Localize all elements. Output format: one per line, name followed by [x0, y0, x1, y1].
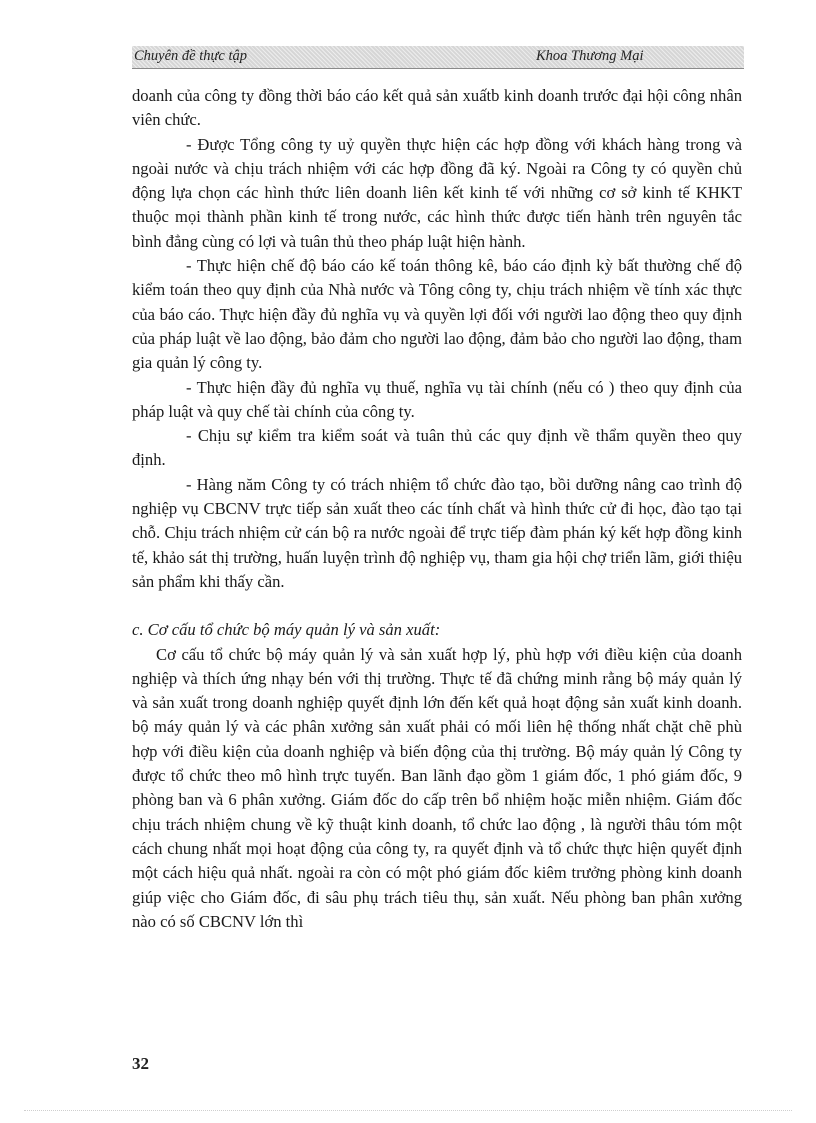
- paragraph-continuation: doanh của công ty đồng thời báo cáo kết quả sản xuấtb kinh doanh trước đại hội công nhân viên chức.: [132, 86, 742, 130]
- document-body: [132, 84, 742, 934]
- header-left-text: Chuyên đề thực tập: [134, 48, 248, 64]
- header-right-text: Khoa Thương Mại: [536, 48, 644, 64]
- paragraph-contracts: - Được Tổng công ty uỷ quyền thực hiện các hợp đồng với khách hàng trong và ngoài nước và chịu trách nhiệm với các hợp đồng đã ký. Ngoài ra Công ty có quyền chủ động lựa chọn các hình thức liên doanh liên kết kinh tế với những cơ sở kinh tế KHKT thuộc mọi thành phần kinh tế trong nước, các hình thức được tiến hành trên nguyên tắc bình đẳng cùng có lợi và tuân thủ theo pháp luật hiện hành.: [132, 134, 742, 251]
- page-header: [132, 46, 744, 69]
- paragraph-tax: - Thực hiện đầy đủ nghĩa vụ thuế, nghĩa vụ tài chính (nếu có ) theo quy định của pháp luật và quy chế tài chính của công ty.: [132, 377, 742, 421]
- paragraph-organization: Cơ cấu tổ chức bộ máy quản lý và sản xuất hợp lý, phù hợp với điều kiện của doanh nghiệp và thích ứng nhạy bén với thị trường. Thực tế đã chứng minh rằng bộ máy quản lý và sản xuất trong doanh nghiệp quyết định lớn đến kết quả hoạt động sản xuất kinh doanh. bộ máy quản lý và các phân xưởng sản xuất phải có mối liên hệ thống nhất chặt chẽ phù hợp với điều kiện của doanh nghiệp và biến động của thị trường. Bộ máy quản lý Công ty được tổ chức theo mô hình trực tuyến. Ban lãnh đạo gồm 1 giám đốc, 1 phó giám đốc, 9 phòng ban và 6 phân xưởng. Giám đốc do cấp trên bổ nhiệm hoặc miễn nhiệm. Giám đốc chịu trách nhiệm chung về kỹ thuật kinh doanh, tổ chức lao động , là người thâu tóm một cách chung nhất mọi hoạt động của công ty, ra quyết định và tổ chức thực hiện quyết định một cách hiệu quả nhất. ngoài ra còn có một phó giám đốc kiêm trưởng phòng kinh doanh giúp việc cho Giám đốc, đi sâu phụ trách tiêu thụ, sản xuất. Nếu phòng ban phân xưởng nào có số CBCNV lớn thì: [132, 644, 742, 931]
- page-number: 32: [132, 1054, 149, 1073]
- paragraph-inspection: - Chịu sự kiểm tra kiểm soát và tuân thủ các quy định về thẩm quyền theo quy định.: [132, 426, 742, 470]
- paragraph-training: - Hàng năm Công ty có trách nhiệm tổ chức đào tạo, bồi dưỡng nâng cao trình độ nghiệp vụ CBCNV trực tiếp sản xuất theo các tính chất và hình thức cử đi học, đào tạo tại chỗ. Chịu trách nhiệm cử cán bộ ra nước ngoài để trực tiếp đàm phán ký kết hợp đồng kinh tế, khảo sát thị trường, huấn luyện trình độ nghiệp vụ, tham gia hội chợ triển lãm, giới thiệu sản phẩm khi thấy cần.: [132, 474, 742, 591]
- paragraph-reporting: - Thực hiện chế độ báo cáo kế toán thông kê, báo cáo định kỳ bất thường chế độ kiểm toán theo quy định của Nhà nước và Tông công ty, chịu trách nhiệm về tính xác thực của báo cáo. Thực hiện đầy đủ nghĩa vụ và quyền lợi đối với người lao động theo quy định của pháp luật về lao động, bảo đảm cho người lao động, đảm bảo cho người lao động, tham gia quản lý công ty.: [132, 256, 742, 373]
- page-bottom-divider: [24, 1110, 792, 1111]
- paragraph-gap: [132, 594, 742, 618]
- section-heading: c. Cơ cấu tổ chức bộ máy quản lý và sản xuất:: [132, 620, 441, 640]
